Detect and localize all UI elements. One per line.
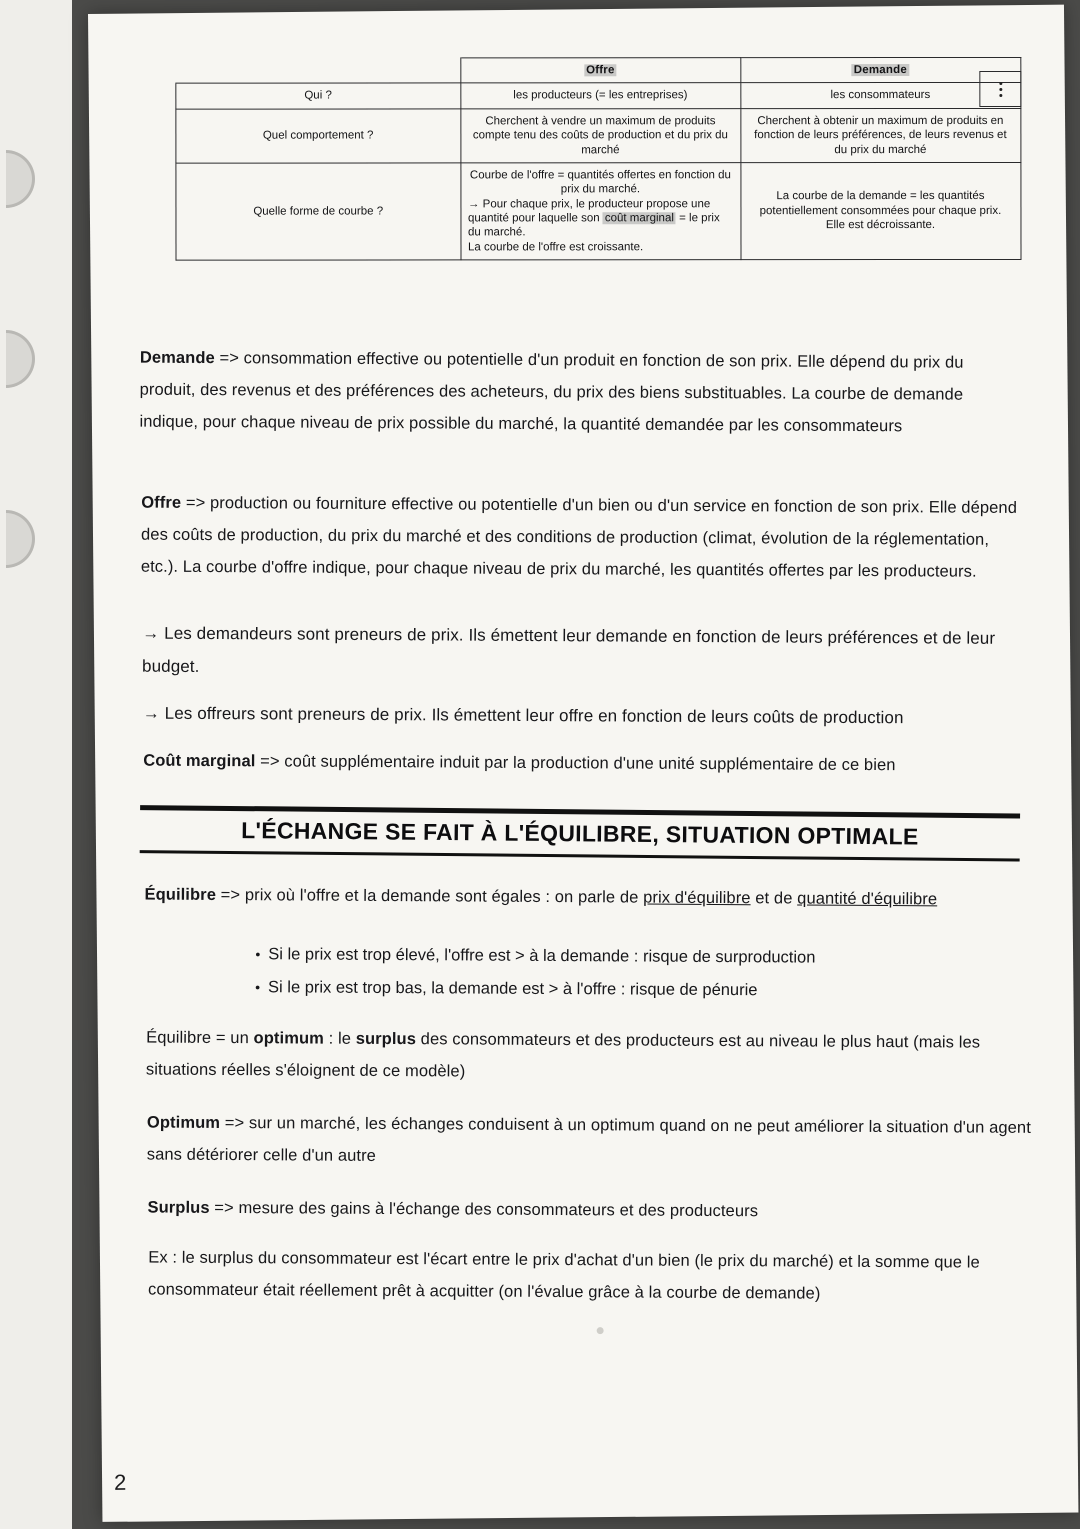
- row-label-qui: Qui ?: [176, 83, 461, 109]
- list-item: • Si le prix est trop élevé, l'offre est > à la demande : risque de surproduction: [255, 938, 1055, 976]
- row-label-courbe: Quelle forme de courbe ?: [176, 163, 461, 260]
- table-row: [176, 108, 1021, 163]
- cell-qui-demande: les consommateurs: [740, 83, 1020, 109]
- cell-comportement-demande: Cherchent à obtenir un maximum de produits en fonction de leurs préférences, de leurs revenus et du prix du marché: [740, 108, 1020, 162]
- table-overflow-cell: [979, 71, 1021, 107]
- note-optimum: Équilibre = un optimum : le surplus des consommateurs et des producteurs est au niveau le plus haut (mais les situations réelles s'éloignent de ce modèle): [145, 1028, 981, 1081]
- note-offreurs: → Les offreurs sont preneurs de prix. Ils émettent leur offre en fonction de leurs coûts de production: [142, 703, 904, 728]
- definition-cout-marginal: Coût marginal => coût supplémentaire induit par la production d'une unité supplémentaire de ce bien: [143, 751, 896, 775]
- definition-optimum: Optimum => sur un marché, les échanges conduisent à un optimum quand on ne peut améliorer la situation d'un agent sans détériorer celle d'un autre: [146, 1113, 1031, 1166]
- kebab-menu-icon[interactable]: [983, 74, 1017, 104]
- definition-equilibre: Équilibre => prix où l'offre et la demande sont égales : on parle de prix d'équilibre et de quantité d'équilibre: [144, 885, 938, 909]
- cell-comportement-offre: Cherchent à vendre un maximum de produits compte tenu des coûts de production et du prix du marché: [460, 108, 740, 162]
- example-surplus: Ex : le surplus du consommateur est l'écart entre le prix d'achat d'un bien (le prix du marché) et la somme que le consommateur était réellement prêt à acquitter (on l'évalue grâce à la courbe de demande): [147, 1248, 980, 1303]
- table-row: [176, 162, 1021, 260]
- table-row: [176, 83, 1021, 109]
- binder-hole: [6, 510, 35, 568]
- note-demandeurs: → Les demandeurs sont preneurs de prix. Ils émettent leur demande en fonction de leurs préférences et de leur budget.: [142, 623, 996, 677]
- table-header-blank: [176, 58, 461, 84]
- cell-courbe-offre: Courbe de l'offre = quantités offertes en fonction du prix du marché. → Pour chaque prix, le producteur propose une quantité pour laquelle son coût marginal = le prix du marché. La courbe de l'offre est croissante.: [460, 163, 740, 260]
- binder-margin: [0, 0, 72, 1529]
- binder-hole: [6, 330, 35, 388]
- section-heading-banner: [140, 805, 1020, 861]
- table-header-row: [176, 57, 1021, 83]
- definition-surplus: Surplus => mesure des gains à l'échange des consommateurs et des producteurs: [147, 1198, 759, 1221]
- page-number: 2: [113, 1469, 127, 1495]
- definition-offre: Offre => production ou fourniture effective ou potentielle d'un bien ou d'un service en fonction de son prix. Elle dépend des coûts de production, du prix du marché et des conditions de production (climat, évolution de la réglementation, etc.). La courbe d'offre indique, pour chaque niveau de prix du marché, les quantités offertes par les producteurs.: [140, 493, 1018, 582]
- page-title: L'ÉCHANGE SE FAIT À L'ÉQUILIBRE, SITUATION OPTIMALE: [241, 817, 919, 850]
- notebook-page: [88, 5, 1078, 1522]
- definition-demande: Demande => consommation effective ou potentielle d'un produit en fonction de son prix. Elle dépend du prix du produit, des revenus et des préférences des acheteurs, du prix des biens substituables. La courbe de demande indique, pour chaque niveau de prix possible du marché, la quantité demandée par les consommateurs: [139, 348, 964, 436]
- cell-courbe-demande: La courbe de la demande = les quantités potentiellement consommées pour chaque prix. Elle est décroissante.: [740, 162, 1020, 259]
- cell-qui-offre: les producteurs (= les entreprises): [460, 83, 740, 109]
- paper-blemish: [597, 1327, 604, 1334]
- comparison-table: [175, 57, 1021, 261]
- cell-courbe-offre-line2: → Pour chaque prix, le producteur propose une quantité pour laquelle son coût marginal = le prix du marché.: [467, 197, 720, 239]
- table-header-offre: Offre: [460, 58, 740, 84]
- equilibrium-bullets: [255, 938, 1055, 1009]
- list-item: • Si le prix est trop bas, la demande est > à l'offre : risque de pénurie: [255, 971, 1055, 1009]
- comparison-table-wrapper: [175, 57, 1007, 261]
- table-header-demande: Demande: [740, 57, 1020, 83]
- binder-hole: [6, 150, 35, 208]
- row-label-comportement: Quel comportement ?: [176, 109, 461, 163]
